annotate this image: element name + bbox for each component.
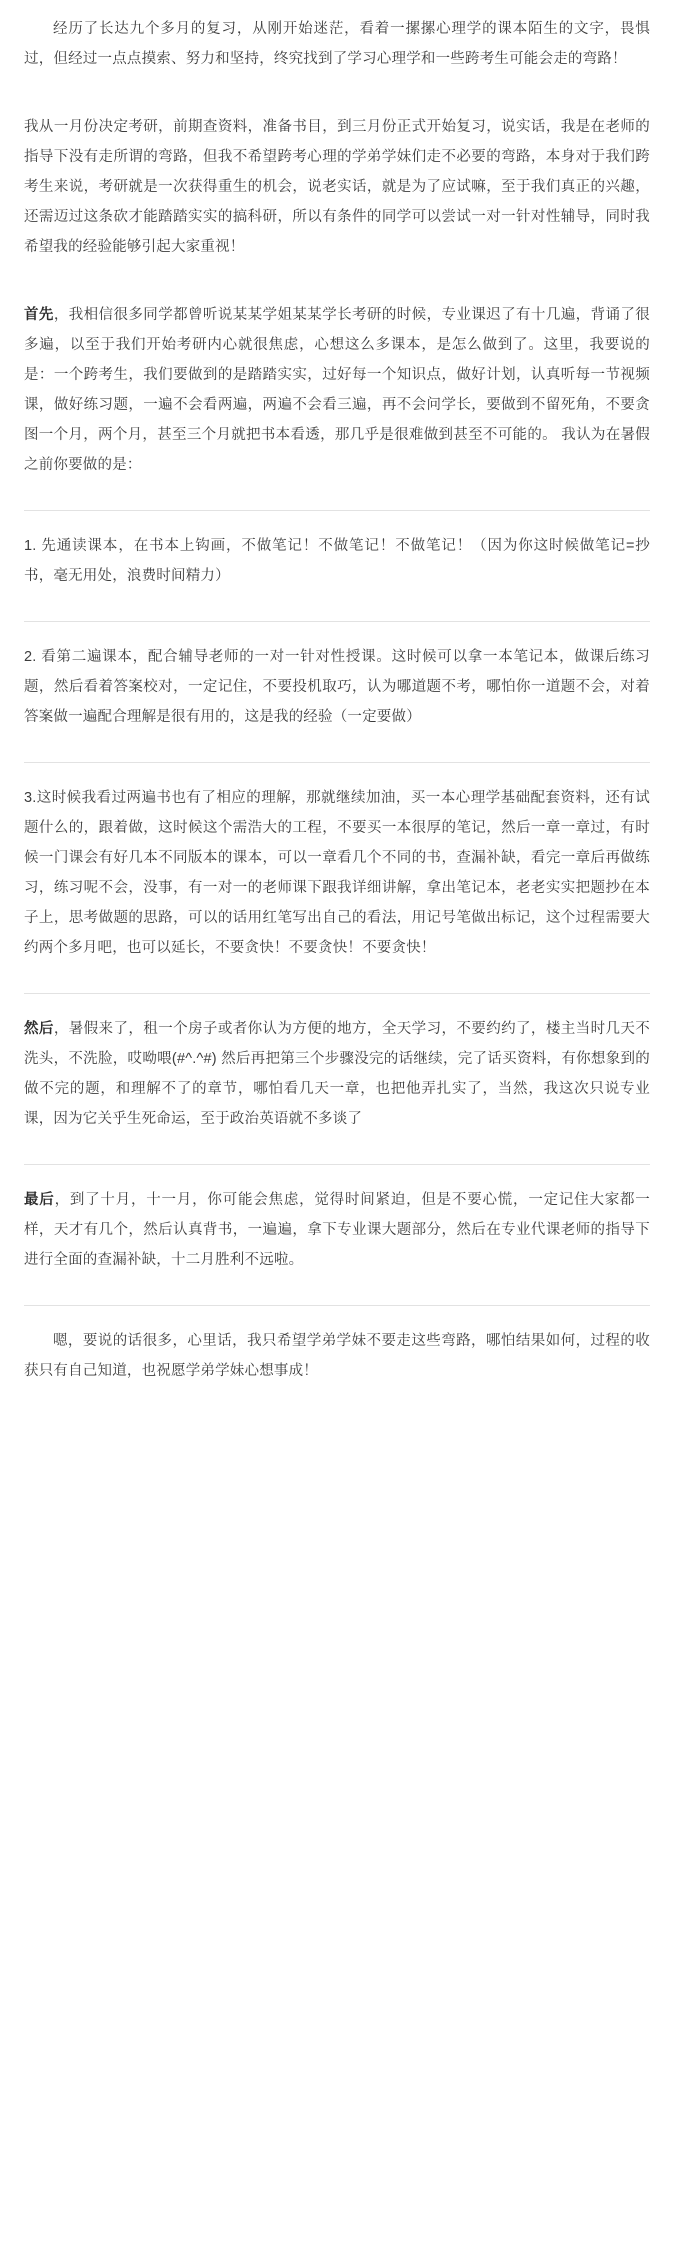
lead-then: 然后 bbox=[24, 1021, 54, 1037]
paragraph-then-body: ，暑假来了，租一个房子或者你认为方便的地方，全天学习，不要约约了，楼主当时几天不洗头，不洗脸，哎呦喂(#^.^#) 然后再把第三个步骤没完的话继续，完了话买资料，有你想象到的做不完的题，和理解不了的章节，哪怕看几天一章，也把他弄扎实了，当然，我这次只说专业课，因为它关乎生死命运，至于政治英语就不多谈了 bbox=[24, 1021, 650, 1127]
paragraph-finally-body: ，到了十月，十一月，你可能会焦虑，觉得时间紧迫，但是不要心慌，一定记住大家都一样，天才有几个，然后认真背书，一遍遍，拿下专业课大题部分，然后在专业代课老师的指导下进行全面的查漏补缺，十二月胜利不远啦。 bbox=[24, 1192, 651, 1268]
section-divider-6 bbox=[24, 1305, 650, 1306]
section-divider-4 bbox=[24, 993, 650, 994]
paragraph-step-1: 1. 先通读课本，在书本上钩画，不做笔记！不做笔记！不做笔记！（因为你这时候做笔记=抄书，毫无用处，浪费时间精力） bbox=[24, 538, 650, 584]
lead-first: 首先 bbox=[24, 307, 54, 323]
paragraph-step-3: 3.这时候我看过两遍书也有了相应的理解，那就继续加油，买一本心理学基础配套资料，还有试题什么的，跟着做，这时候这个需浩大的工程，不要买一本很厚的笔记，然后一章一章过，有时候一门课会有好几本不同版本的课本，可以一章看几个不同的书，查漏补缺，看完一章后再做练习，练习呢不会，没事，有一对一的老师课下跟我详细讲解，拿出笔记本，老老实实把题抄在本子上，思考做题的思路，可以的话用红笔写出自己的看法，用记号笔做出标记，这个过程需要大约两个多月吧，也可以延长，不要贪快！不要贪快！不要贪快！ bbox=[24, 790, 650, 956]
paragraph-finally-section bbox=[24, 1185, 650, 1275]
lead-finally: 最后 bbox=[24, 1192, 55, 1208]
paragraph-first-body: ，我相信很多同学都曾听说某某学姐某某学长考研的时候，专业课迟了有十几遍，背诵了很多遍，以至于我们开始考研内心就很焦虑，心想这么多课本，是怎么做到了。这里，我要说的是：一个跨考生，我们要做到的是踏踏实实，过好每一个知识点，做好计划，认真听每一节视频课，做好练习题，一遍不会看两遍，两遍不会看三遍，再不会问学长，要做到不留死角，不要贪图一个月，两个月，甚至三个月就把书本看透，那几乎是很难做到甚至不可能的。 我认为在暑假之前你要做的是： bbox=[24, 307, 650, 473]
paragraph-first-section bbox=[24, 300, 650, 480]
paragraph-then-section bbox=[24, 1014, 650, 1134]
section-divider-5 bbox=[24, 1164, 650, 1165]
section-divider-2 bbox=[24, 621, 650, 622]
paragraph-step-2: 2. 看第二遍课本，配合辅导老师的一对一针对性授课。这时候可以拿一本笔记本，做课后练习题，然后看着答案校对，一定记住，不要投机取巧，认为哪道题不考，哪怕你一道题不会，对着答案做一遍配合理解是很有用的，这是我的经验（一定要做） bbox=[24, 649, 650, 725]
paragraph-background: 我从一月份决定考研，前期查资料，准备书目，到三月份正式开始复习，说实话，我是在老师的指导下没有走所谓的弯路，但我不希望跨考心理的学弟学妹们走不必要的弯路，本身对于我们跨考生来说，考研就是一次获得重生的机会，说老实话，就是为了应试嘛，至于我们真正的兴趣，还需迈过这条砍才能踏踏实实的搞科研，所以有条件的同学可以尝试一对一针对性辅导，同时我希望我的经验能够引起大家重视！ bbox=[24, 119, 650, 255]
section-divider-3 bbox=[24, 762, 650, 763]
bottom-spacer bbox=[24, 1412, 650, 1420]
paragraph-closing: 嗯，要说的话很多，心里话，我只希望学弟学妹不要走这些弯路，哪怕结果如何，过程的收获只有自己知道，也祝愿学弟学妹心想事成！ bbox=[24, 1333, 650, 1379]
section-divider-1 bbox=[24, 510, 650, 511]
paragraph-intro: 经历了长达九个多月的复习，从刚开始迷茫，看着一摞摞心理学的课本陌生的文字，畏惧过，但经过一点点摸索、努力和坚持，终究找到了学习心理学和一些跨考生可能会走的弯路！ bbox=[24, 21, 650, 67]
